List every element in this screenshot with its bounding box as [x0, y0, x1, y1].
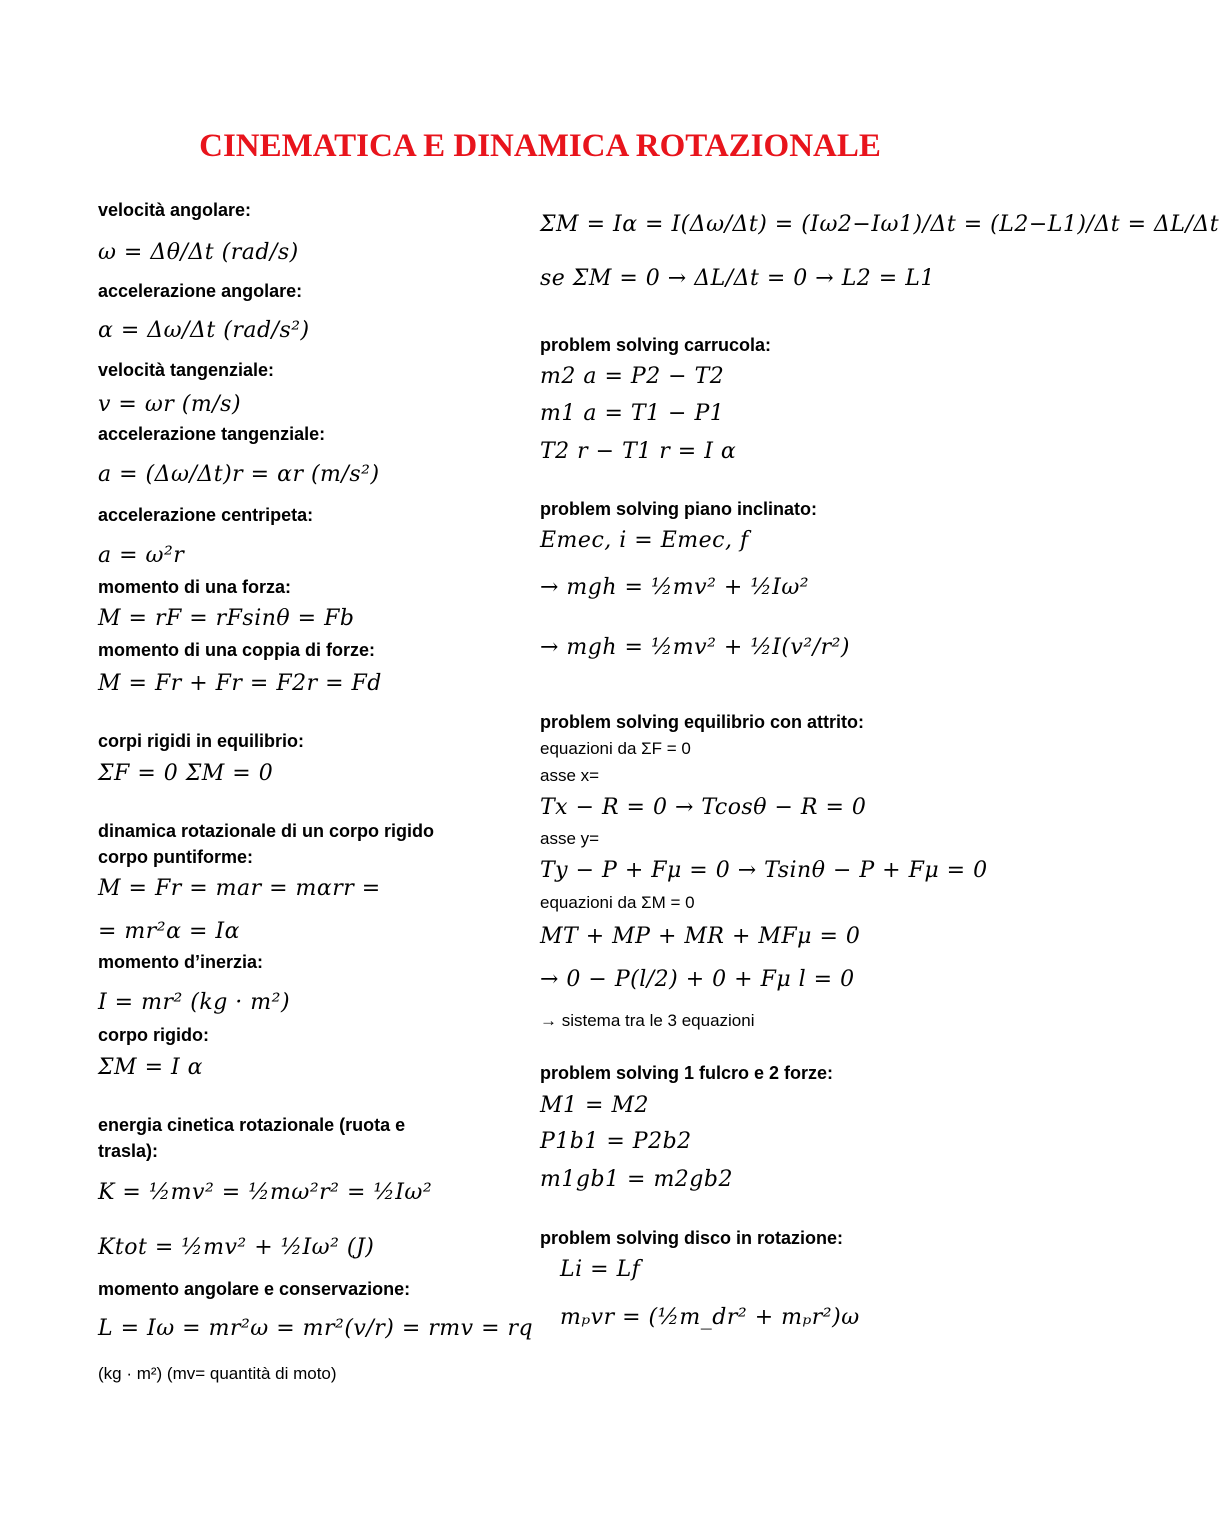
note-text: asse x=: [540, 766, 600, 785]
formula: m2 a = P2 − T2: [540, 364, 725, 389]
formula: Ty − P + Fμ = 0 → Tsinθ − P + Fμ = 0: [540, 858, 988, 883]
formula: MT + MP + MR + MFμ = 0: [540, 924, 861, 949]
section-label: corpo rigido:: [98, 1025, 209, 1045]
formula: M = Fr + Fr = F2r = Fd: [98, 671, 382, 696]
formula: P1b1 = P2b2: [540, 1129, 692, 1154]
formula: K = ½mv² = ½mω²r² = ½Iω²: [98, 1180, 433, 1205]
formula: Ktot = ½mv² + ½Iω² (J): [98, 1235, 375, 1260]
formula: m1gb1 = m2gb2: [540, 1167, 733, 1192]
formula: Li = Lf: [560, 1257, 641, 1282]
note-text: equazioni da ΣM = 0: [540, 893, 695, 912]
page-title: CINEMATICA E DINAMICA ROTAZIONALE: [199, 128, 881, 164]
section-label: velocità angolare:: [98, 200, 252, 220]
note-text: → sistema tra le 3 equazioni: [540, 1011, 755, 1030]
section-label: dinamica rotazionale di un corpo rigido: [98, 821, 435, 841]
section-label: corpo puntiforme:: [98, 847, 253, 867]
section-label: problem solving piano inclinato:: [540, 499, 818, 519]
formula: M = Fr = mar = mαrr =: [98, 876, 381, 901]
note-text: (kg · m²) (mv= quantità di moto): [98, 1364, 337, 1383]
section-label: velocità tangenziale:: [98, 360, 275, 380]
formula: L = Iω = mr²ω = mr²(v/r) = rmv = rq: [98, 1316, 534, 1341]
formula: → mgh = ½mv² + ½Iω²: [540, 575, 810, 600]
formula: M1 = M2: [540, 1093, 649, 1118]
section-label: corpi rigidi in equilibrio:: [98, 731, 304, 751]
formula: ΣM = I α: [98, 1055, 204, 1080]
formula: a = (Δω/Δt)r = αr (m/s²): [98, 462, 380, 487]
note-text: equazioni da ΣF = 0: [540, 739, 691, 758]
note-text: asse y=: [540, 829, 600, 848]
formula: → 0 − P(l/2) + 0 + Fμ l = 0: [540, 967, 855, 992]
formula: Emec, i = Emec, f: [540, 528, 749, 553]
formula: = mr²α = Iα: [98, 919, 240, 944]
section-label: momento di una forza:: [98, 577, 291, 597]
section-label: accelerazione tangenziale:: [98, 424, 326, 444]
section-label: problem solving carrucola:: [540, 335, 772, 355]
section-label: trasla):: [98, 1141, 159, 1161]
formula: → mgh = ½mv² + ½I(v²/r²): [540, 635, 850, 660]
section-label: problem solving 1 fulcro e 2 forze:: [540, 1063, 834, 1083]
section-label: accelerazione centripeta:: [98, 505, 314, 525]
formula: α = Δω/Δt (rad/s²): [98, 318, 310, 343]
formula: T2 r − T1 r = I α: [540, 439, 737, 464]
formula: Tx − R = 0 → Tcosθ − R = 0: [540, 795, 867, 820]
formula: ΣM = Iα = I(Δω/Δt) = (Iω2−Iω1)/Δt = (L2−L1)/Δt = ΔL/Δt: [540, 212, 1219, 237]
formula: ΣF = 0 ΣM = 0: [98, 761, 274, 786]
section-label: problem solving equilibrio con attrito:: [540, 712, 865, 732]
formula: mₚvr = (½m_dr² + mₚr²)ω: [560, 1305, 860, 1330]
formula: v = ωr (m/s): [98, 392, 242, 417]
section-label: accelerazione angolare:: [98, 281, 303, 301]
formula: ω = Δθ/Δt (rad/s): [98, 240, 299, 265]
formula: I = mr² (kg · m²): [98, 990, 291, 1015]
section-label: momento d’inerzia:: [98, 952, 264, 972]
formula: M = rF = rFsinθ = Fb: [98, 606, 355, 631]
formula: a = ω²r: [98, 543, 185, 568]
section-label: problem solving disco in rotazione:: [540, 1228, 844, 1248]
formula: se ΣM = 0 → ΔL/Δt = 0 → L2 = L1: [540, 266, 935, 291]
formula: m1 a = T1 − P1: [540, 401, 725, 426]
section-label: momento di una coppia di forze:: [98, 640, 376, 660]
section-label: momento angolare e conservazione:: [98, 1279, 411, 1299]
section-label: energia cinetica rotazionale (ruota e: [98, 1115, 406, 1135]
